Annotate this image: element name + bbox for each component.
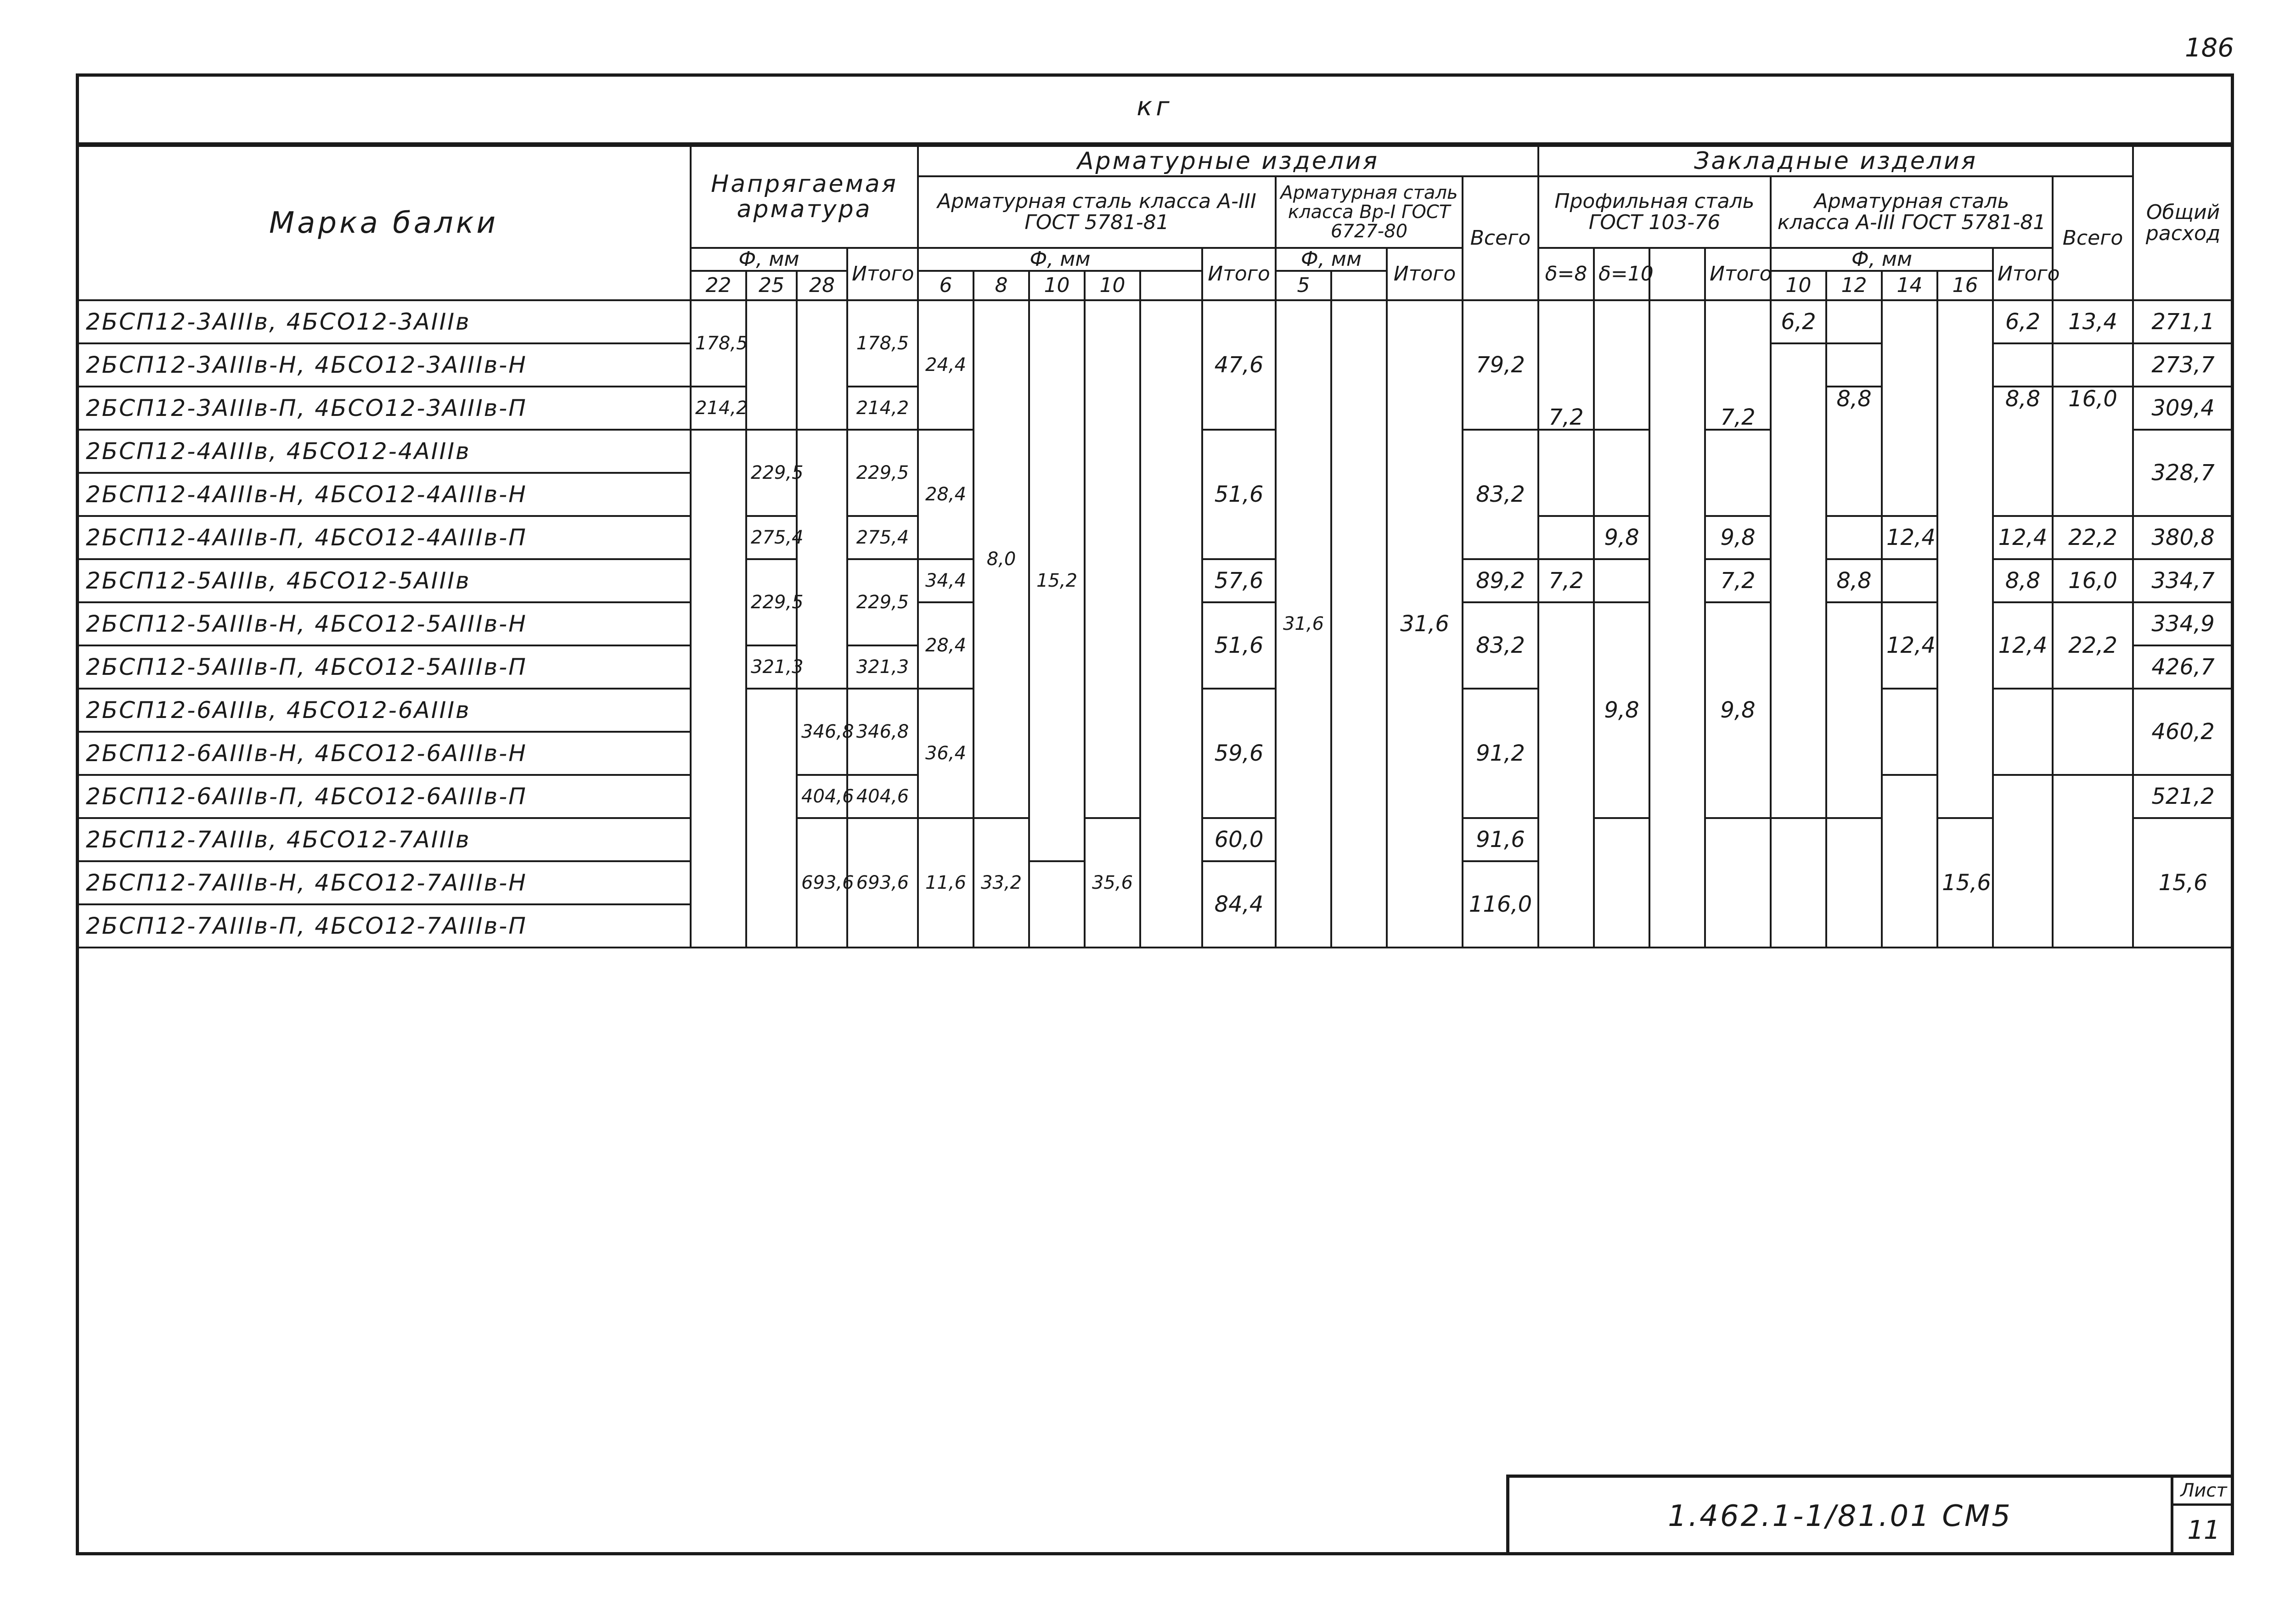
cell-emb-itogo: 8,8 xyxy=(1993,559,2053,602)
cell-pre28 xyxy=(797,300,847,430)
row-mark: 2БСП12-5АIIIв, 4БСО12-5АIIIв xyxy=(77,559,691,602)
cell-d10: 9,8 xyxy=(1594,602,1649,818)
document-code: 1.462.1-1/81.01 СМ5 xyxy=(1668,1499,2012,1533)
cell-pre-itogo: 321,3 xyxy=(847,645,918,689)
cell-prof-itogo: 7,2 xyxy=(1705,300,1771,430)
emb-d10: 10 xyxy=(1771,271,1826,300)
cell-pre25: 229,5 xyxy=(746,430,797,516)
a3-empty xyxy=(1140,271,1202,300)
cell-prof-itogo xyxy=(1705,818,1771,948)
cell-e12 xyxy=(1826,516,1882,559)
cell-pre22: 214,2 xyxy=(691,387,746,430)
cell-emb-itogo xyxy=(1993,343,2053,387)
cell-a6: 11,6 xyxy=(918,818,974,948)
cell-d8 xyxy=(1538,516,1594,559)
cell-d10 xyxy=(1594,818,1649,948)
pre-d25: 25 xyxy=(746,271,797,300)
cell-arm-total: 89,2 xyxy=(1463,559,1538,602)
cell-pre28: 346,8 xyxy=(797,689,847,775)
cell-d8: 7,2 xyxy=(1538,300,1594,430)
cell-arm-total: 91,2 xyxy=(1463,689,1538,818)
bp-phi-header: Ф, мм xyxy=(1276,248,1387,271)
cell-e14 xyxy=(1882,775,1937,948)
cell-emb-total: 16,0 xyxy=(2053,387,2133,516)
cell-d10: 9,8 xyxy=(1594,516,1649,559)
prof-empty-header xyxy=(1649,248,1705,300)
cell-a3-itogo: 47,6 xyxy=(1202,300,1276,430)
pre-phi-header: Ф, мм xyxy=(691,248,847,271)
cell-pre-itogo: 404,6 xyxy=(847,775,918,818)
cell-prof-itogo: 9,8 xyxy=(1705,516,1771,559)
row-mark: 2БСП12-3АIIIв, 4БСО12-3АIIIв xyxy=(77,300,691,343)
a3-itogo-header: Итого xyxy=(1202,248,1276,300)
row-mark: 2БСП12-3АIIIв-П, 4БСО12-3АIIIв-П xyxy=(77,387,691,430)
emb-d16: 16 xyxy=(1937,271,1993,300)
cell-a10b: 35,6 xyxy=(1085,818,1140,948)
cell-e16: 15,6 xyxy=(1937,818,1993,948)
cell-emb-itogo: 8,8 xyxy=(1993,387,2053,516)
cell-total: 426,7 xyxy=(2133,645,2233,689)
cell-a10b xyxy=(1085,300,1140,818)
cell-total: 273,7 xyxy=(2133,343,2233,387)
cell-a10 xyxy=(1029,861,1085,948)
cell-e12: 8,8 xyxy=(1826,387,1882,516)
sheet-number: 11 xyxy=(2187,1515,2220,1545)
cell-emb-itogo xyxy=(1993,689,2053,775)
cell-a3-itogo: 60,0 xyxy=(1202,818,1276,861)
cell-emb-total xyxy=(2053,689,2133,775)
sheet-label: Лист xyxy=(2173,1478,2234,1506)
cell-pre28: 404,6 xyxy=(797,775,847,818)
cell-a3-itogo: 59,6 xyxy=(1202,689,1276,818)
cell-arm-total: 83,2 xyxy=(1463,602,1538,689)
corner-page-mark: 186 xyxy=(2185,33,2234,63)
cell-a6: 24,4 xyxy=(918,300,974,430)
pre-d28: 28 xyxy=(797,271,847,300)
cell-pre-itogo: 229,5 xyxy=(847,430,918,516)
cell-pre25 xyxy=(746,689,797,948)
cell-a3-itogo: 57,6 xyxy=(1202,559,1276,602)
cell-bp-extra xyxy=(1331,300,1387,948)
emb-phi-header: Ф, мм xyxy=(1771,248,1993,271)
cell-pre-itogo: 214,2 xyxy=(847,387,918,430)
cell-e12 xyxy=(1826,343,1882,387)
a3-d8: 8 xyxy=(974,271,1029,300)
cell-emb-itogo: 15,6 xyxy=(2133,818,2233,948)
cell-a6: 28,4 xyxy=(918,602,974,689)
embedded-items-header: Закладные изделия xyxy=(1538,146,2133,176)
cell-pre25: 321,3 xyxy=(746,645,797,689)
cell-prof-itogo xyxy=(1705,430,1771,516)
a3-d10b: 10 xyxy=(1085,271,1140,300)
sheet-box xyxy=(2171,1478,2234,1555)
a3-d6: 6 xyxy=(918,271,974,300)
cell-pre25 xyxy=(746,300,797,430)
cell-arm-total: 91,6 xyxy=(1463,818,1538,861)
cell-pre25: 275,4 xyxy=(746,516,797,559)
cell-e16 xyxy=(1937,300,1993,818)
pre-d22: 22 xyxy=(691,271,746,300)
cell-e12: 8,8 xyxy=(1826,559,1882,602)
cell-a3-itogo: 51,6 xyxy=(1202,602,1276,689)
row-mark: 2БСП12-7АIIIв, 4БСО12-7АIIIв xyxy=(77,818,691,861)
cell-emb-total xyxy=(2053,343,2133,387)
title-block xyxy=(1506,1475,2234,1555)
cell-arm-total: 83,2 xyxy=(1463,430,1538,559)
cell-pre-itogo: 275,4 xyxy=(847,516,918,559)
cell-total: 328,7 xyxy=(2133,430,2233,516)
cell-a10: 15,2 xyxy=(1029,300,1085,861)
cell-e12 xyxy=(1826,818,1882,948)
cell-total: 334,9 xyxy=(2133,602,2233,645)
cell-pre28: 693,6 xyxy=(797,818,847,948)
cell-e14 xyxy=(1882,559,1937,602)
cell-d10 xyxy=(1594,300,1649,430)
emb-d14: 14 xyxy=(1882,271,1937,300)
cell-emb-total: 13,4 xyxy=(2053,300,2133,343)
steel-a3-header: Арматурная сталь класса А-III ГОСТ 5781-81 xyxy=(918,176,1276,248)
cell-d10 xyxy=(1594,559,1649,602)
prof-itogo-header: Итого xyxy=(1705,248,1771,300)
consumption-table xyxy=(76,145,2234,948)
cell-bp5: 31,6 xyxy=(1276,300,1331,948)
cell-pre22: 178,5 xyxy=(691,300,746,387)
cell-total: 521,2 xyxy=(2133,775,2233,818)
row-mark: 2БСП12-5АIIIв-Н, 4БСО12-5АIIIв-Н xyxy=(77,602,691,645)
cell-d8 xyxy=(1538,430,1594,516)
cell-a3-itogo: 51,6 xyxy=(1202,430,1276,559)
emb-total-header: Всего xyxy=(2053,176,2133,300)
pre-itogo-header: Итого xyxy=(847,248,918,300)
cell-a6: 34,4 xyxy=(918,559,974,602)
cell-pre-itogo: 229,5 xyxy=(847,559,918,645)
row-mark: 2БСП12-3АIIIв-Н, 4БСО12-3АIIIв-Н xyxy=(77,343,691,387)
cell-e10 xyxy=(1771,343,1826,818)
emb-d12: 12 xyxy=(1826,271,1882,300)
a3-phi-header: Ф, мм xyxy=(918,248,1202,271)
cell-pre22 xyxy=(691,430,746,948)
cell-a6: 36,4 xyxy=(918,689,974,818)
cell-pre-itogo: 693,6 xyxy=(847,818,918,948)
cell-a6: 28,4 xyxy=(918,430,974,559)
row-mark: 2БСП12-7АIIIв-П, 4БСО12-7АIIIв-П xyxy=(77,904,691,948)
cell-d8 xyxy=(1538,602,1594,948)
cell-pre-itogo: 178,5 xyxy=(847,300,918,387)
row-mark: 2БСП12-6АIIIв, 4БСО12-6АIIIв xyxy=(77,689,691,732)
cell-emb-itogo: 12,4 xyxy=(1993,602,2053,689)
cell-d8: 7,2 xyxy=(1538,559,1594,602)
cell-total: 380,8 xyxy=(2133,516,2233,559)
wire-bp1-header: Арматурная сталь класса Вр-I ГОСТ 6727-80 xyxy=(1276,176,1463,248)
cell-emb-total: 16,0 xyxy=(2053,559,2133,602)
cell-bp-itogo: 31,6 xyxy=(1387,300,1463,948)
total-consumption-header: Общий расход xyxy=(2133,146,2233,300)
row-mark: 2БСП12-5АIIIв-П, 4БСО12-5АIIIв-П xyxy=(77,645,691,689)
row-mark: 2БСП12-6АIIIв-П, 4БСО12-6АIIIв-П xyxy=(77,775,691,818)
emb-steel-a3-header: Арматурная сталь класса А-III ГОСТ 5781-81 xyxy=(1771,176,2053,248)
cell-emb-itogo xyxy=(1993,775,2053,948)
emb-itogo-header: Итого xyxy=(1993,248,2053,300)
reinf-total-header: Всего xyxy=(1463,176,1538,300)
cell-e14: 12,4 xyxy=(1882,602,1937,689)
bp-d5: 5 xyxy=(1276,271,1331,300)
cell-arm-total: 116,0 xyxy=(1463,861,1538,948)
cell-emb-total xyxy=(2053,775,2133,948)
cell-e12 xyxy=(1826,602,1882,818)
cell-d10 xyxy=(1594,430,1649,516)
cell-e14 xyxy=(1882,689,1937,775)
cell-total: 309,4 xyxy=(2133,387,2233,430)
cell-emb-total: 22,2 xyxy=(2053,516,2133,559)
profile-steel-header: Профильная сталь ГОСТ 103-76 xyxy=(1538,176,1771,248)
cell-emb-itogo: 6,2 xyxy=(1993,300,2053,343)
units-label: кг xyxy=(1137,92,1173,122)
cell-total: 460,2 xyxy=(2133,689,2233,775)
cell-prof-itogo: 9,8 xyxy=(1705,602,1771,818)
cell-e12 xyxy=(1826,300,1882,343)
bp-itogo-header: Итого xyxy=(1387,248,1463,300)
cell-prof-itogo: 7,2 xyxy=(1705,559,1771,602)
cell-emb-total: 22,2 xyxy=(2053,602,2133,689)
a3-d10: 10 xyxy=(1029,271,1085,300)
row-mark: 2БСП12-6АIIIв-Н, 4БСО12-6АIIIв-Н xyxy=(77,732,691,775)
cell-e10 xyxy=(1771,818,1826,948)
cell-e14 xyxy=(1882,300,1937,516)
row-mark: 2БСП12-4АIIIв-П, 4БСО12-4АIIIв-П xyxy=(77,516,691,559)
prof-d10-header: δ=10 xyxy=(1594,248,1649,300)
row-mark: 2БСП12-4АIIIв, 4БСО12-4АIIIв xyxy=(77,430,691,473)
reinf-items-header: Арматурные изделия xyxy=(918,146,1538,176)
cell-a8: 8,0 xyxy=(974,300,1029,818)
cell-a-extra xyxy=(1140,300,1202,948)
mark-header: Марка балки xyxy=(77,146,691,300)
cell-prof-extra xyxy=(1649,300,1705,948)
cell-pre-itogo: 346,8 xyxy=(847,689,918,775)
cell-total: 334,7 xyxy=(2133,559,2233,602)
cell-e14: 12,4 xyxy=(1882,516,1937,559)
cell-pre25: 229,5 xyxy=(746,559,797,645)
bp-empty xyxy=(1331,271,1387,300)
cell-a8: 33,2 xyxy=(974,818,1029,948)
table-row xyxy=(77,300,2233,343)
cell-emb-itogo: 12,4 xyxy=(1993,516,2053,559)
row-mark: 2БСП12-4АIIIв-Н, 4БСО12-4АIIIв-Н xyxy=(77,473,691,516)
cell-total: 271,1 xyxy=(2133,300,2233,343)
prestressed-header: Напрягаемая арматура xyxy=(691,146,918,248)
cell-a3-itogo: 84,4 xyxy=(1202,861,1276,948)
cell-pre28 xyxy=(797,430,847,689)
row-mark: 2БСП12-7АIIIв-Н, 4БСО12-7АIIIв-Н xyxy=(77,861,691,904)
cell-arm-total: 79,2 xyxy=(1463,300,1538,430)
cell-e10: 6,2 xyxy=(1771,300,1826,343)
prof-d8-header: δ=8 xyxy=(1538,248,1594,300)
